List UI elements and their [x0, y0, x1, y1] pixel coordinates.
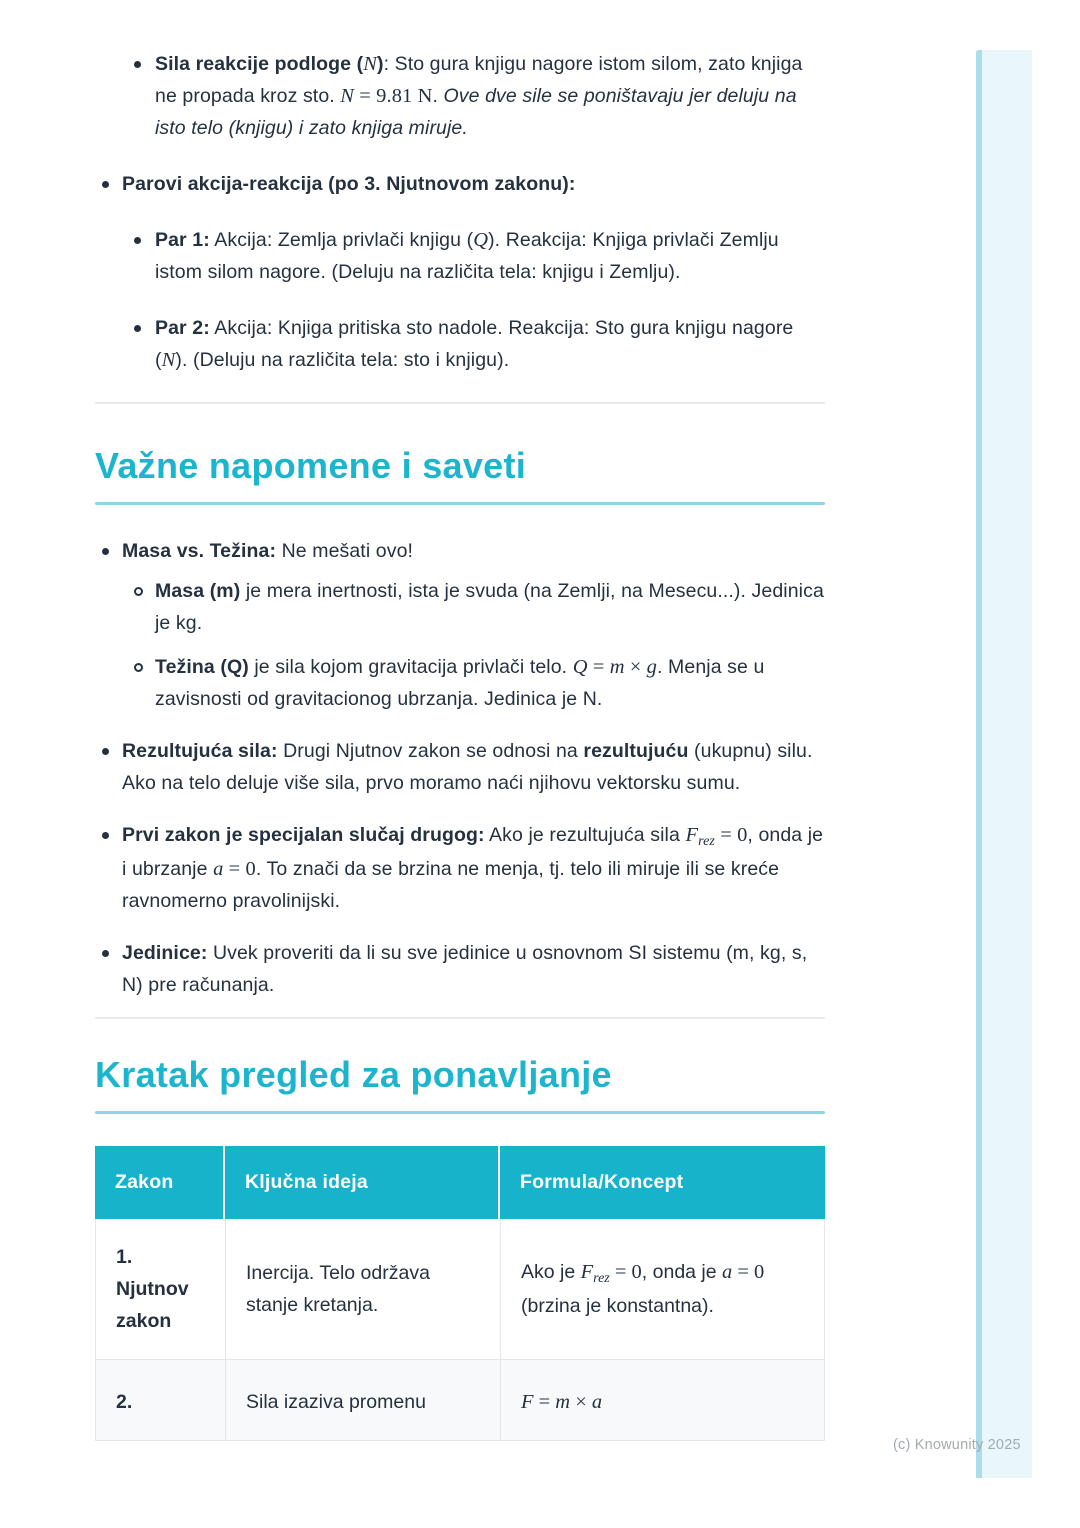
list-item	[95, 224, 825, 288]
table-cell-zakon: 2.	[95, 1360, 225, 1441]
bullet-icon	[102, 832, 109, 839]
table-cell-ideja: Inercija. Telo održava stanje kretanja.	[225, 1219, 500, 1360]
table-header-zakon: Zakon	[95, 1146, 225, 1219]
side-stripe	[976, 50, 1032, 1478]
list-item	[95, 735, 825, 799]
heading-underline	[95, 502, 825, 505]
list-item	[95, 535, 825, 567]
bullet-icon	[102, 950, 109, 957]
list-item-text: Par 1: Akcija: Zemlja privlači knjigu (Q). Reakcija: Knjiga privlači Zemlju istom silom nagore. (Deluju na različita tela: knjigu i Zemlju).	[155, 229, 779, 283]
list-item	[95, 168, 825, 200]
section-heading-notes: Važne napomene i saveti	[95, 445, 527, 486]
table-row	[95, 1219, 825, 1360]
list-item-text: Par 2: Akcija: Knjiga pritiska sto nadole. Reakcija: Sto gura knjigu nagore (N). (Deluju na različita tela: sto i knjigu).	[155, 317, 794, 371]
bullet-icon	[134, 237, 141, 244]
bullet-icon	[102, 181, 109, 188]
table-cell-zakon: 1. Njutnov zakon	[95, 1219, 225, 1360]
list-item-text: Masa vs. Težina: Ne mešati ovo!	[122, 540, 414, 562]
bullet-icon	[102, 748, 109, 755]
copyright-note: (c) Knowunity 2025	[893, 1437, 1021, 1453]
bullet-icon	[102, 548, 109, 555]
list-item-text: Sila reakcije podloge (N): Sto gura knjigu nagore istom silom, zato knjiga ne propada kroz sto. N = 9.81 N. Ove dve sile se poništavaju jer deluju na isto telo (knjigu) i zato knjiga miruje.	[155, 53, 803, 139]
table-header-row	[95, 1146, 825, 1219]
list-item	[95, 48, 825, 144]
list-item-text: Masa (m) je mera inertnosti, ista je svuda (na Zemlji, na Mesecu...). Jedinica je kg.	[155, 580, 824, 634]
list-item	[95, 312, 825, 376]
list-item-text: Prvi zakon je specijalan slučaj drugog: Ako je rezultujuća sila $F_{rez} = 0$, onda je i ubrzanje a = 0. To znači da se brzina ne menja, tj. telo ili miruje ili se kreće ravnomerno pravolinijski.	[122, 824, 824, 912]
list-item	[95, 819, 825, 917]
section-heading-review: Kratak pregled za ponavljanje	[95, 1054, 612, 1095]
table-header-formula: Formula/Koncept	[500, 1146, 825, 1219]
list-item	[95, 575, 825, 639]
document-body	[95, 48, 825, 1441]
section-divider	[95, 1017, 825, 1019]
side-stripe-line	[976, 50, 982, 1478]
table-cell-formula: F = m × a	[500, 1360, 825, 1441]
table-cell-ideja: Sila izaziva promenu	[225, 1360, 500, 1441]
circle-bullet-icon	[134, 587, 143, 596]
list-item	[95, 937, 825, 1001]
table-header-ideja: Ključna ideja	[225, 1146, 500, 1219]
table-cell-formula: Ako je $F_{rez} = 0$, onda je a = 0 (brzina je konstantna).	[500, 1219, 825, 1360]
summary-table	[95, 1146, 825, 1441]
circle-bullet-icon	[134, 663, 143, 672]
heading-underline	[95, 1111, 825, 1114]
list-item-text: Parovi akcija-reakcija (po 3. Njutnovom zakonu):	[122, 173, 576, 195]
list-item	[95, 651, 825, 715]
section-divider	[95, 402, 825, 404]
bullet-icon	[134, 61, 141, 68]
list-item-text: Težina (Q) je sila kojom gravitacija privlači telo. Q = m × g. Menja se u zavisnosti od gravitacionog ubrzanja. Jedinica je N.	[155, 656, 765, 710]
bullet-icon	[134, 325, 141, 332]
list-item-text: Rezultujuća sila: Drugi Njutnov zakon se odnosi na rezultujuću (ukupnu) silu. Ako na telo deluje više sila, prvo moramo naći njihovu vektorsku sumu.	[122, 740, 813, 794]
list-item-text: Jedinice: Uvek proveriti da li su sve jedinice u osnovnom SI sistemu (m, kg, s, N) pre računanja.	[122, 942, 808, 996]
table-row	[95, 1360, 825, 1441]
